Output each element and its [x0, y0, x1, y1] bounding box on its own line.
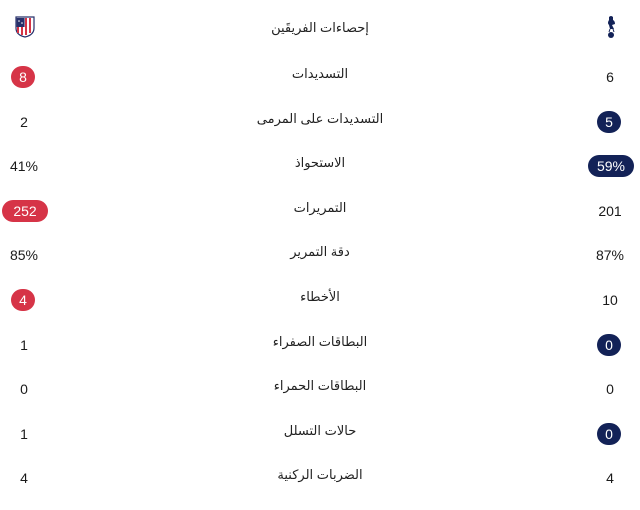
header-title: إحصاءات الفريقَين	[271, 20, 369, 35]
stat-label: حالات التسلل	[283, 422, 357, 438]
stat-row-shots-on-target	[0, 97, 640, 142]
spurs-cockerel-icon	[600, 14, 622, 40]
stat-row-yellow-cards	[0, 320, 640, 365]
right-team-value: 10	[602, 291, 618, 308]
right-team-value: 201	[598, 202, 622, 219]
left-team-value: 8	[11, 66, 35, 88]
left-team-value: 2	[20, 113, 28, 130]
right-team-value: 6	[606, 69, 614, 85]
right-team-value: 0	[597, 334, 621, 356]
right-team-value: 0	[606, 381, 614, 398]
stat-row-corners	[0, 453, 640, 498]
stat-label: الأخطاء	[300, 288, 340, 304]
left-team-value: 1	[20, 425, 28, 442]
stat-row-possession	[0, 141, 640, 186]
stat-row-pass-accuracy	[0, 230, 640, 275]
left-team-value: 4	[20, 470, 28, 487]
stat-label: التسديدات على المرمى	[256, 110, 384, 126]
stat-label: الاستحواذ	[294, 155, 346, 171]
stat-label: البطاقات الصفراء	[272, 333, 368, 349]
stat-row-shots	[0, 52, 640, 97]
stat-label: التسديدات	[291, 66, 349, 81]
stat-row-passes	[0, 186, 640, 231]
stat-label: دقة التمرير	[290, 244, 350, 260]
stat-label: الضربات الركنية	[277, 467, 363, 483]
left-team-value: 85%	[9, 247, 39, 264]
stat-label: البطاقات الحمراء	[273, 378, 367, 394]
right-team-value: 5	[597, 111, 621, 133]
right-team-value: 4	[606, 470, 614, 487]
team-stats-header	[0, 0, 640, 56]
stat-row-red-cards	[0, 364, 640, 409]
right-team-value: 0	[597, 423, 621, 445]
left-team-value: 252	[2, 200, 48, 222]
stat-label: التمريرات	[293, 199, 347, 215]
left-team-value: 0	[20, 381, 28, 398]
right-team-value: 59%	[588, 155, 634, 177]
stats-table	[0, 52, 640, 498]
left-team-value: 1	[20, 336, 28, 353]
stat-row-offsides	[0, 409, 640, 454]
stat-row-fouls	[0, 275, 640, 320]
right-team-value: 87%	[595, 247, 625, 264]
left-team-value: 4	[11, 289, 35, 311]
left-team-value: 41%	[9, 158, 39, 175]
